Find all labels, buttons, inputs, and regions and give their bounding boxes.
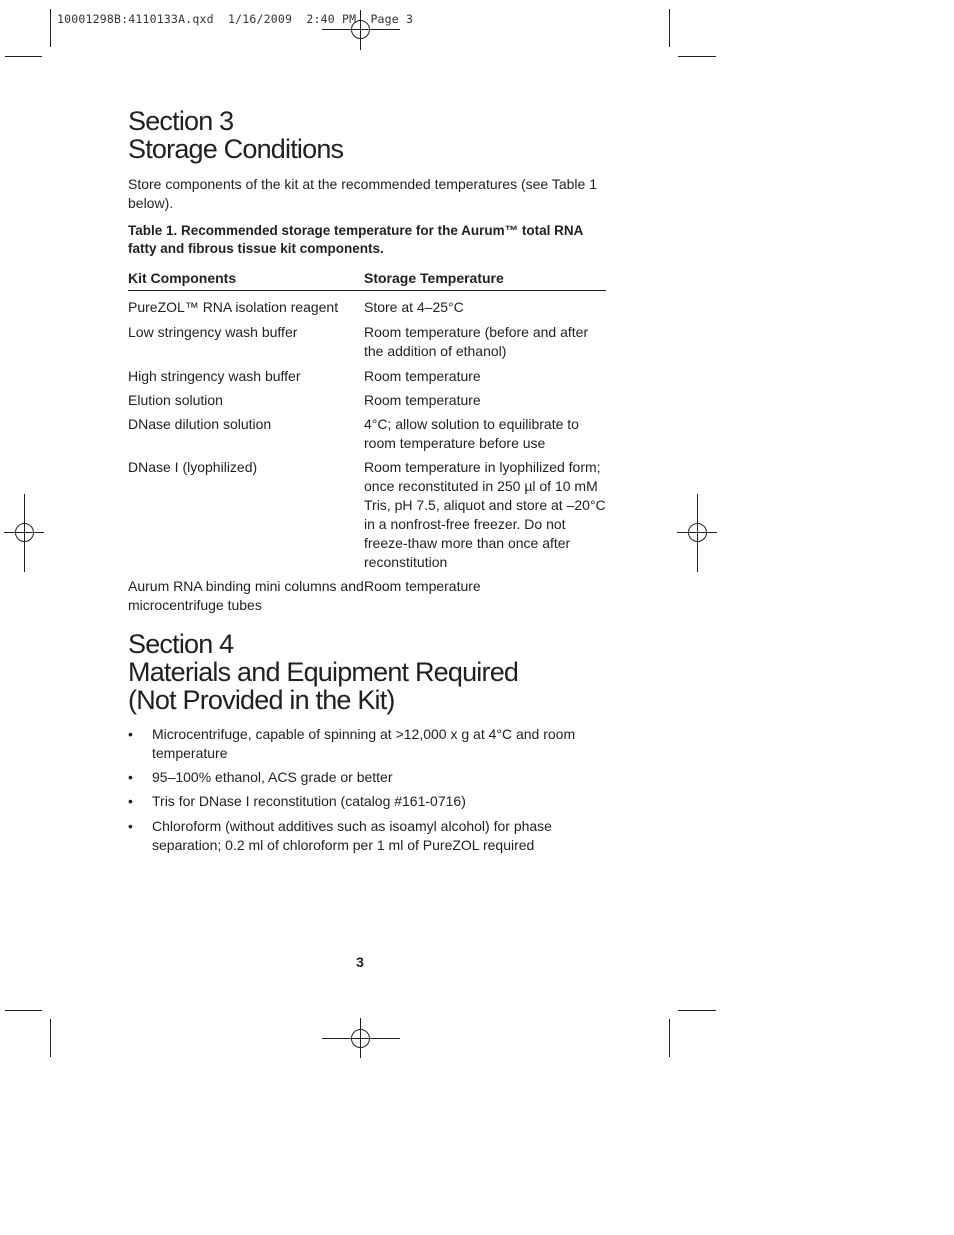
bullet-icon: • <box>128 769 133 785</box>
list-item <box>128 817 608 855</box>
page-number: 3 <box>356 954 364 970</box>
table-cell-component: High stringency wash buffer <box>128 368 301 384</box>
section3-heading <box>128 107 608 163</box>
bullet-icon: • <box>128 793 133 809</box>
section4-number: Section 4 <box>128 629 234 659</box>
table-cell-temperature: Room temperature <box>364 392 481 408</box>
crop-mark-top-right-vertical <box>669 9 670 47</box>
crop-mark-bottom-left-vertical <box>50 1019 51 1057</box>
registration-mark-left-icon <box>4 494 44 572</box>
table-cell-component: Elution solution <box>128 392 223 408</box>
list-item-text: Chloroform (without additives such as isoamyl alcohol) for phase separation; 0.2 ml of chloroform per 1 ml of PureZOL required <box>152 818 552 853</box>
table-cell-temperature: Room temperature <box>364 368 481 384</box>
table-row <box>128 458 606 577</box>
column-header-storage-temperature: Storage Temperature <box>364 270 504 286</box>
column-header-kit-components: Kit Components <box>128 270 237 286</box>
registration-mark-right-icon <box>677 494 717 572</box>
crop-mark-bottom-right-horizontal <box>678 1010 716 1011</box>
table-cell-component: Low stringency wash buffer <box>128 324 298 340</box>
crop-mark-bottom-left-horizontal <box>5 1010 42 1011</box>
materials-list <box>128 725 608 855</box>
crop-mark-top-right-horizontal <box>678 56 716 57</box>
crop-mark-top-left-horizontal <box>5 56 42 57</box>
table-cell-temperature: 4°C; allow solution to equilibrate to room temperature before use <box>364 416 579 451</box>
list-item <box>128 725 608 763</box>
list-item <box>128 768 608 787</box>
section3-number: Section 3 <box>128 106 234 136</box>
table1-caption: Table 1. Recommended storage temperature for the Aurum™ total RNA fatty and fibrous tissue kit components. <box>128 223 583 256</box>
crop-mark-top-left-vertical <box>50 9 51 47</box>
list-item-text: Microcentrifuge, capable of spinning at >12,000 x g at 4°C and room temperature <box>152 726 576 761</box>
section4-heading <box>128 630 608 714</box>
bullet-icon: • <box>128 726 133 742</box>
crop-mark-bottom-right-vertical <box>669 1019 670 1057</box>
page-content <box>128 107 608 855</box>
section4-subtitle: (Not Provided in the Kit) <box>128 685 395 715</box>
table-row <box>128 291 606 324</box>
registration-mark-top-icon <box>322 10 400 50</box>
table-cell-temperature: Room temperature <box>364 578 481 594</box>
table-row <box>128 391 606 415</box>
registration-mark-bottom-icon <box>322 1018 400 1058</box>
table-cell-temperature: Room temperature in lyophilized form; once reconstituted in 250 µl of 10 mM Tris, pH 7.5, aliquot and store at –20°C in a nonfrost-free freezer. Do not freeze-thaw more than once after reconstitution <box>364 459 606 570</box>
list-item-text: Tris for DNase I reconstitution (catalog #161-0716) <box>152 793 466 809</box>
table-row <box>128 415 606 458</box>
table-cell-temperature: Room temperature (before and after the addition of ethanol) <box>364 324 589 359</box>
table-row <box>128 323 606 367</box>
table-cell-component: DNase I (lyophilized) <box>128 459 258 475</box>
table-row <box>128 577 606 615</box>
bullet-icon: • <box>128 818 133 834</box>
storage-table-header-row <box>128 269 606 291</box>
list-item <box>128 792 608 811</box>
section4-title: Materials and Equipment Required <box>128 657 519 687</box>
table-cell-component: PureZOL™ RNA isolation reagent <box>128 299 339 315</box>
section3-title: Storage Conditions <box>128 134 344 164</box>
list-item-text: 95–100% ethanol, ACS grade or better <box>152 769 393 785</box>
storage-table <box>128 269 606 615</box>
table-row <box>128 367 606 391</box>
table-cell-temperature: Store at 4–25°C <box>364 299 464 315</box>
section3-intro: Store components of the kit at the recommended temperatures (see Table 1 below). <box>128 176 597 211</box>
table-cell-component: Aurum RNA binding mini columns and microcentrifuge tubes <box>128 578 364 613</box>
print-slug: 10001298B:4110133A.qxd 1/16/2009 2:40 PM Page 3 <box>57 12 414 26</box>
table-cell-component: DNase dilution solution <box>128 416 272 432</box>
